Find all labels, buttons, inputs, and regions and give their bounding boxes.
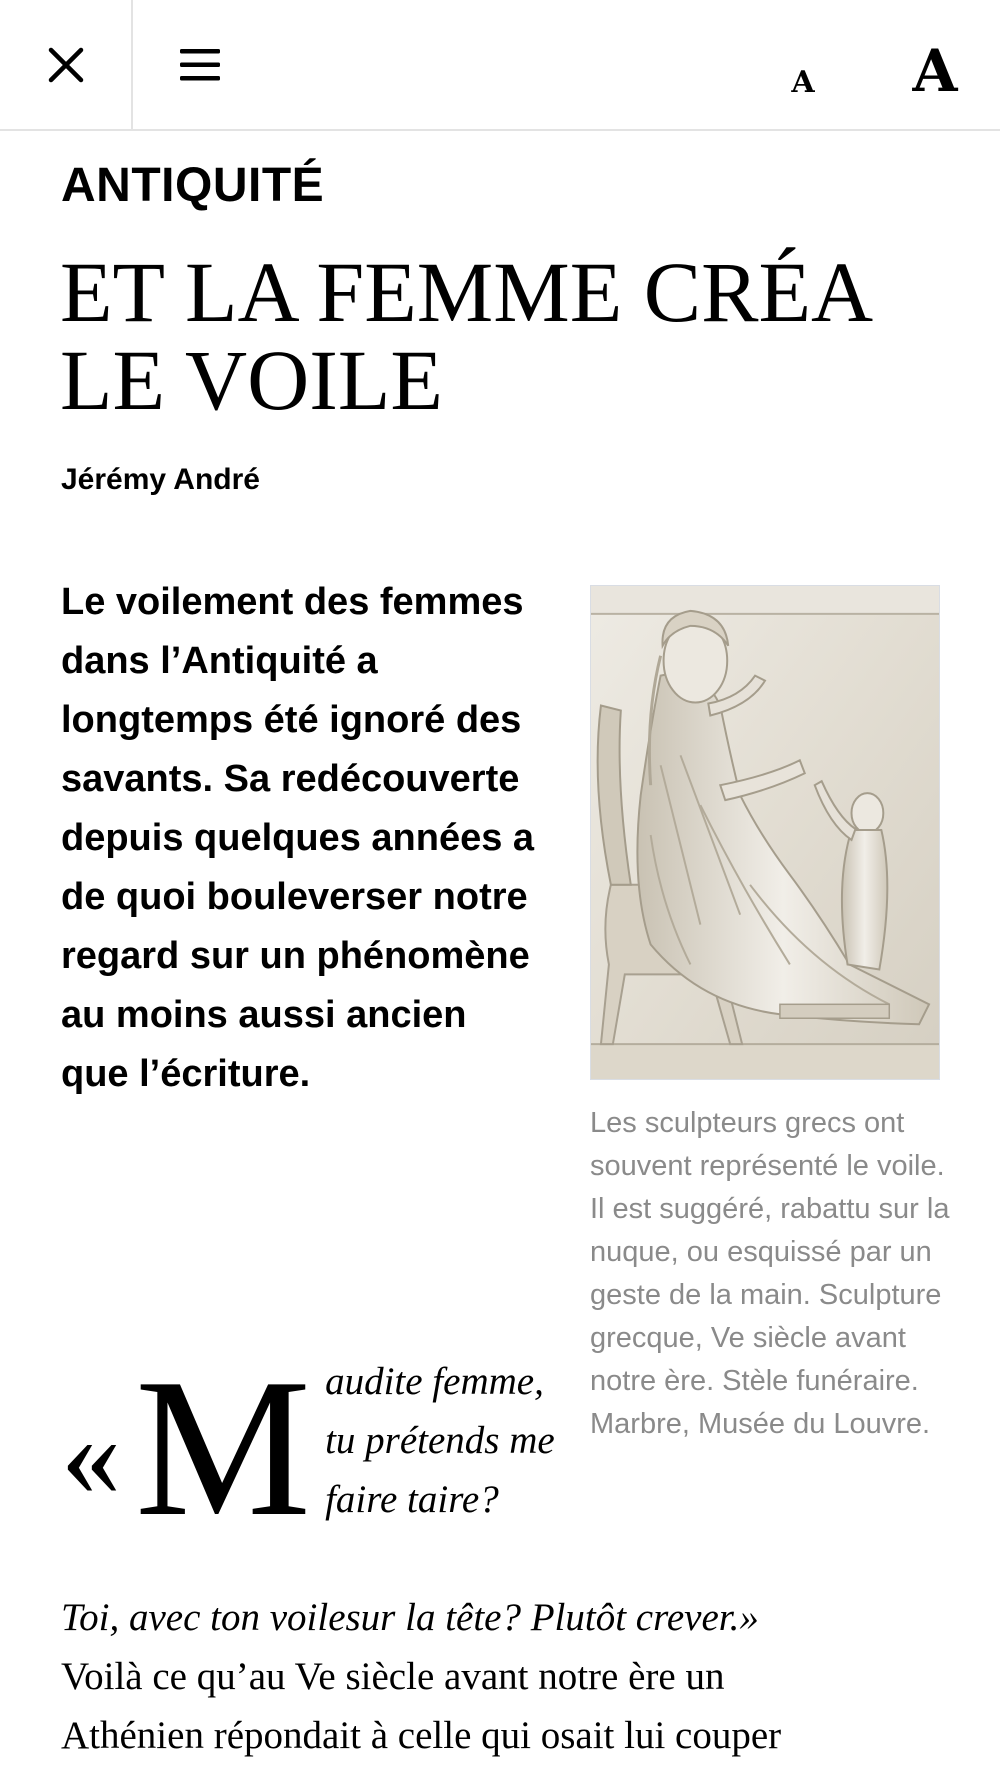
dropcap-quote-mark: «	[61, 1388, 121, 1521]
article-author[interactable]: Jérémy André	[61, 463, 260, 496]
opening-quote-text: audite femme, tu prétends me faire taire?	[325, 1360, 555, 1521]
close-icon	[48, 47, 84, 83]
body-line: Voilà ce qu’au Ve siècle avant notre ère un	[61, 1655, 725, 1698]
close-button[interactable]	[0, 0, 133, 129]
article-body	[61, 1588, 961, 1765]
quote-line: Toi, avec ton voilesur la tête? Plutôt crever.»	[61, 1596, 759, 1639]
menu-button[interactable]	[133, 0, 266, 129]
article-body-opening	[61, 1338, 561, 1557]
body-line: Athénien répondait à celle qui osait lui couper	[61, 1714, 782, 1757]
article-lead: Le voilement des femmes dans l’Antiquité a longtemps été ignoré des savants. Sa redécouverte depuis quelques années a de quoi bouleverser notre regard sur un phénomène au moins aussi ancien que l’écriture.	[61, 581, 535, 1095]
hamburger-menu-icon	[180, 48, 220, 82]
increase-font-size-button[interactable]: A	[912, 37, 958, 105]
dropcap-letter: M	[135, 1338, 312, 1557]
dropcap	[61, 1338, 312, 1557]
article-figure	[590, 585, 950, 1446]
article-headline: ET LA FEMME CRÉA LE VOILE	[60, 244, 869, 428]
section-kicker: ANTIQUITÉ	[61, 159, 325, 212]
figure-caption: Les sculpteurs grecs ont souvent représenté le voile. Il est suggéré, rabattu sur la nuque, ou esquissé par un geste de la main. Sculpture grecque, Ve siècle avant notre ère. Stèle funéraire. Marbre, Musée du Louvre.	[590, 1107, 950, 1440]
stele-sculpture-image[interactable]	[590, 585, 940, 1080]
decrease-font-size-button[interactable]: A	[791, 65, 815, 100]
top-toolbar	[0, 0, 1000, 131]
